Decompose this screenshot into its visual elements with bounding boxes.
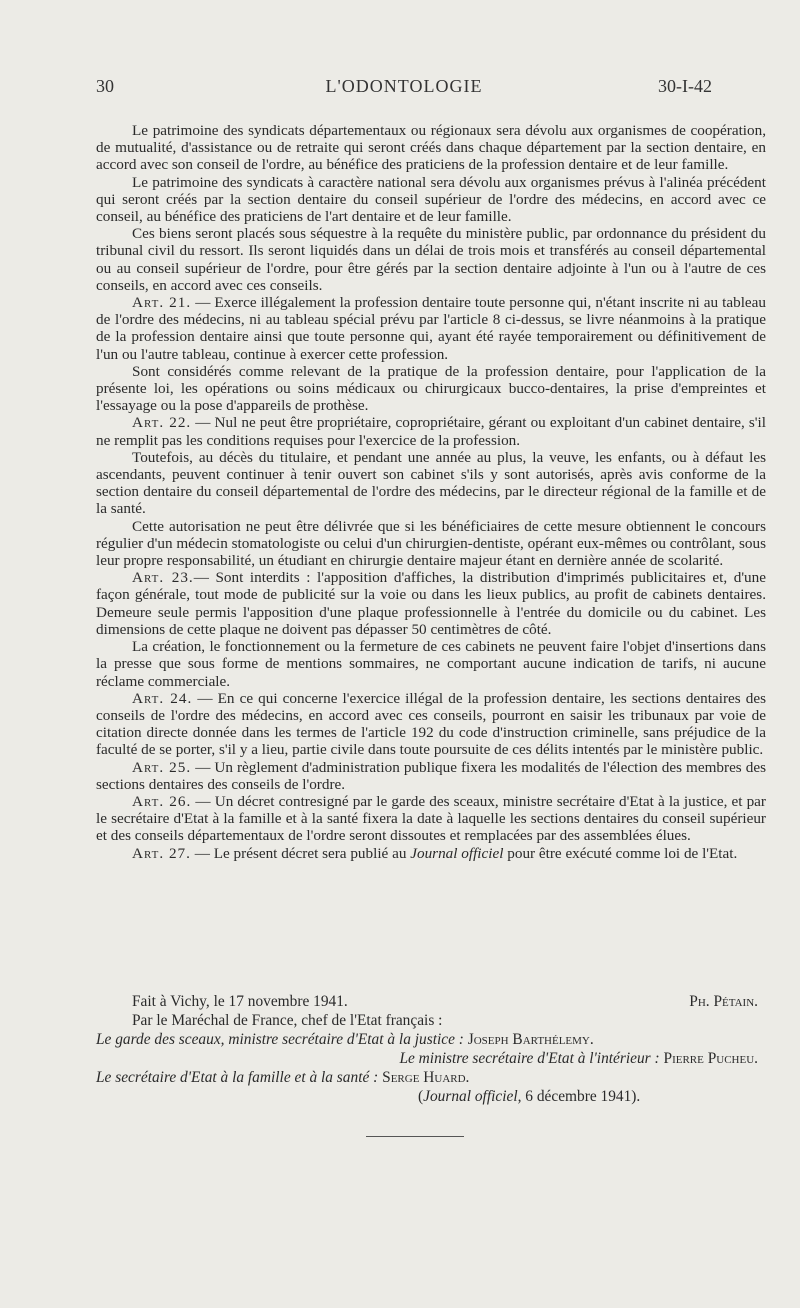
minister-title: Le secrétaire d'Etat à la famille et à la santé : (96, 1069, 379, 1086)
article-23: Art. 23.— Sont interdits : l'apposition d'affiches, la distribution d'imprimés publicitaires et, d'une façon générale, tout mode de publicité sur la voie ou dans les lieux publics, au profit de cabinets dentaires. Demeure seule permis l'apposition d'une plaque professionnelle à l'entrée du domicile ou du cabinet. Les dimensions de cette plaque ne doivent pas dépasser 50 centimètres de côté. (96, 569, 766, 638)
signature-line: (Journal officiel, 6 décembre 1941). (418, 1088, 641, 1105)
article-number: Art. 22. (132, 414, 192, 432)
issue-date: 30-I-42 (658, 76, 712, 96)
article-26: Art. 26. — Un décret contresigné par le garde des sceaux, ministre secrétaire d'Etat à la justice, et par le secrétaire d'Etat à la famille et à la santé fixera la date à laquelle les sections dentaires du conseil supérieur et des conseils départementaux de l'ordre seront dissoutes et remplacées par des assemblées élues. (96, 792, 766, 845)
article-number: Art. 25. (132, 758, 192, 776)
article-22: Art. 22. — Nul ne peut être propriétaire, copropriétaire, gérant ou exploitant d'un cabinet dentaire, s'il ne remplit pas les conditions requises pour l'exercice de la profession. (96, 414, 766, 449)
journal-title: L'ODONTOLOGIE (325, 76, 483, 96)
signature-line (96, 1068, 766, 1087)
source-date: 6 décembre 1941). (521, 1088, 641, 1105)
article-number: Art. 21. (132, 294, 192, 312)
article-21: Art. 21. — Exerce illégalement la profession dentaire toute personne qui, n'étant inscrite ni au tableau de l'ordre des médecins, ni au tableau spécial prévu par l'article 8 ci-dessus, se livre néanmoins à la pratique de la profession dentaire ainsi que toute personne qui, ayant été rayée temporairement ou définitivement de l'un ou l'autre tableau, continue à exercer cette profession. (96, 294, 766, 363)
minister-title: Le garde des sceaux, ministre secrétaire d'Etat à la justice : (96, 1031, 464, 1048)
signature-line (96, 1030, 766, 1049)
minister-name: Serge Huard. (382, 1069, 470, 1086)
divider (366, 1136, 464, 1137)
paragraph: Cette autorisation ne peut être délivrée que si les bénéficiaires de cette mesure obtiennent le concours régulier d'un médecin stomatologiste ou celui d'un chirurgien-dentiste, opérant eux-mêmes ou contrôlant, sous leur propre responsabilité, un étudiant en chirurgie dentaire majeur étant en dernière année de scolarité. (96, 517, 766, 570)
signature-line (96, 1011, 766, 1030)
paragraph: Toutefois, au décès du titulaire, et pendant une année au plus, la veuve, les enfants, ou à défaut les ascendants, peuvent continuer à tenir ouvert son cabinet s'ils y sont autorisés, après avis conforme de la section dentaire du conseil départemental de l'ordre des médecins, par le directeur régional de la famille et de la santé. (96, 448, 766, 518)
page-number: 30 (96, 76, 114, 96)
signature-block (96, 992, 766, 1106)
paragraph: Le patrimoine des syndicats à caractère national sera dévolu aux organismes prévus à l'alinéa précédent qui seront créés par la section dentaire du conseil supérieur de l'ordre des médecins, en accord avec ce conseil, au bénéfice des praticiens de l'art dentaire et de leur famille. (96, 173, 766, 226)
article-number: Art. 27. (132, 844, 191, 862)
signer-name: Ph. Pétain. (689, 993, 758, 1010)
place-date: Fait à Vichy, le 17 novembre 1941. (132, 993, 348, 1010)
paragraph: Ces biens seront placés sous séquestre à la requête du ministère public, par ordonnance du président du tribunal civil du ressort. Ils seront liquidés dans un délai de trois mois et transférés au conseil départemental ou au conseil supérieur de l'ordre, pour être gérés par la section dentaire adjointe à l'un ou à l'autre de ces conseils, en accord avec ces conseils. (96, 225, 766, 294)
article-body (96, 122, 766, 862)
article-27: Art. 27. — Le présent décret sera publié au Journal officiel pour être exécuté comme loi de l'Etat. (132, 844, 738, 862)
page-header (96, 76, 712, 100)
article-number: Art. 23. (132, 569, 194, 587)
article-24: Art. 24. — En ce qui concerne l'exercice illégal de la profession dentaire, les sections dentaires des conseils de l'ordre des médecins, en accord avec ces conseils, pourront en saisir les tribunaux par voie de citation directe donnée dans les termes de l'article 192 du code d'instruction criminelle, sans préjudice de la faculté de se porter, s'il y a lieu, partie civile dans toute poursuite de ces délits intentés par le ministère public. (96, 689, 766, 759)
paragraph: La création, le fonctionnement ou la fermeture de ces cabinets ne peuvent faire l'objet d'insertions dans la presse que sous forme de mentions sommaires, ne comportant aucune indication de tarifs, ni aucune réclame commerciale. (96, 638, 766, 690)
paragraph: Sont considérés comme relevant de la pratique de la profession dentaire, pour l'application de la présente loi, les opérations ou soins médicaux ou chirurgicaux bucco-dentaires, la prise d'empreintes et l'essayage ou la pose d'appareils de prothèse. (96, 362, 766, 415)
signature-line (96, 1049, 766, 1068)
journal-reference: Journal officiel (410, 844, 504, 862)
article-number: Art. 24. (132, 689, 193, 707)
paragraph: Le patrimoine des syndicats départementaux ou régionaux sera dévolu aux organismes de coopération, de mutualité, d'assistance ou de retraite qui seront créés dans chaque département par la section dentaire, en accord avec son conseil de l'ordre, au bénéfice des praticiens de la profession dentaire et de leur famille. (96, 122, 766, 174)
by-marshal: Par le Maréchal de France, chef de l'Etat français : (132, 1012, 443, 1029)
article-number: Art. 26. (132, 792, 192, 810)
source-journal: Journal officiel, (423, 1088, 522, 1105)
minister-name: Joseph Barthélemy. (467, 1031, 594, 1048)
minister-name: Pierre Pucheu. (663, 1050, 758, 1067)
article-25: Art. 25. — Un règlement d'administration publique fixera les modalités de l'élection des membres des sections dentaires des conseils de l'ordre. (96, 758, 766, 793)
minister-title: Le ministre secrétaire d'Etat à l'intérieur : (399, 1050, 660, 1067)
signature-line (96, 992, 766, 1011)
